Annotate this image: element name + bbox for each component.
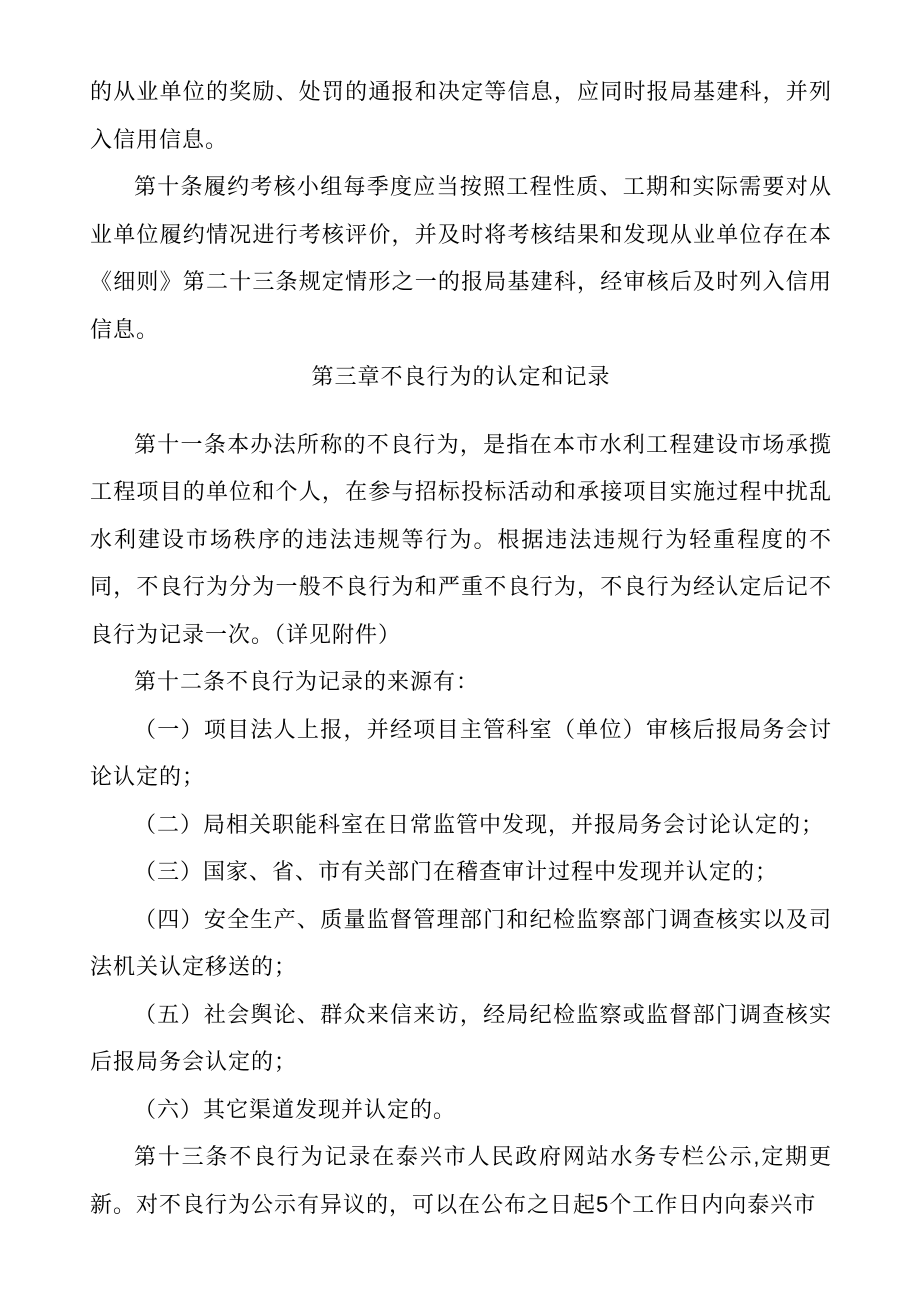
chapter-3-heading: 第三章不良行为的认定和记录 — [311, 364, 611, 389]
list-item-source-1: （一）项目法人上报，并经项目主管科室（单位）审核后报局务会讨论认定的； — [90, 716, 832, 789]
list-item-source-5: （五）社会舆论、群众来信来访，经局纪检监察或监督部门调查核实后报局务会认定的； — [90, 1001, 832, 1074]
list-item-source-3: （三）国家、省、市有关部门在稽查审计过程中发现并认定的； — [134, 859, 779, 884]
paragraph-article-12: 第十二条不良行为记录的来源有： — [134, 669, 480, 694]
paragraph-article-11: 第十一条本办法所称的不良行为，是指在本市水利工程建设市场承揽工程项目的单位和个人，在参与招标投标活动和承接项目实施过程中扰乱水利建设市场秩序的违法违规等行为。根据违法违规行为轻重程度的不同，不良行为分为一般不良行为和严重不良行为，不良行为经认定后记不良行为记录一次。（详见附件） — [90, 431, 832, 647]
list-item-source-6: （六）其它渠道发现并认定的。 — [134, 1096, 457, 1122]
list-item-source-2: （二）局相关职能科室在日常监管中发现，并报局务会讨论认定的； — [134, 811, 825, 837]
list-item-source-4: （四）安全生产、质量监督管理部门和纪检监察部门调查核实以及司法机关认定移送的； — [90, 906, 832, 979]
paragraph-article-10: 第十条履约考核小组每季度应当按照工程性质、工期和实际需要对从业单位履约情况进行考核评价，并及时将考核结果和发现从业单位存在本《细则》第二十三条规定情形之一的报局基建科，经审核后及时列入信用信息。 — [90, 174, 832, 342]
paragraph-article-13: 第十三条不良行为记录在泰兴市人民政府网站水务专栏公示,定期更新。对不良行为公示有异议的，可以在公布之日起5个工作日内向泰兴市 — [90, 1144, 832, 1217]
paragraph-continuation: 的从业单位的奖励、处罚的通报和决定等信息，应同时报局基建科，并列入信用信息。 — [90, 79, 832, 152]
